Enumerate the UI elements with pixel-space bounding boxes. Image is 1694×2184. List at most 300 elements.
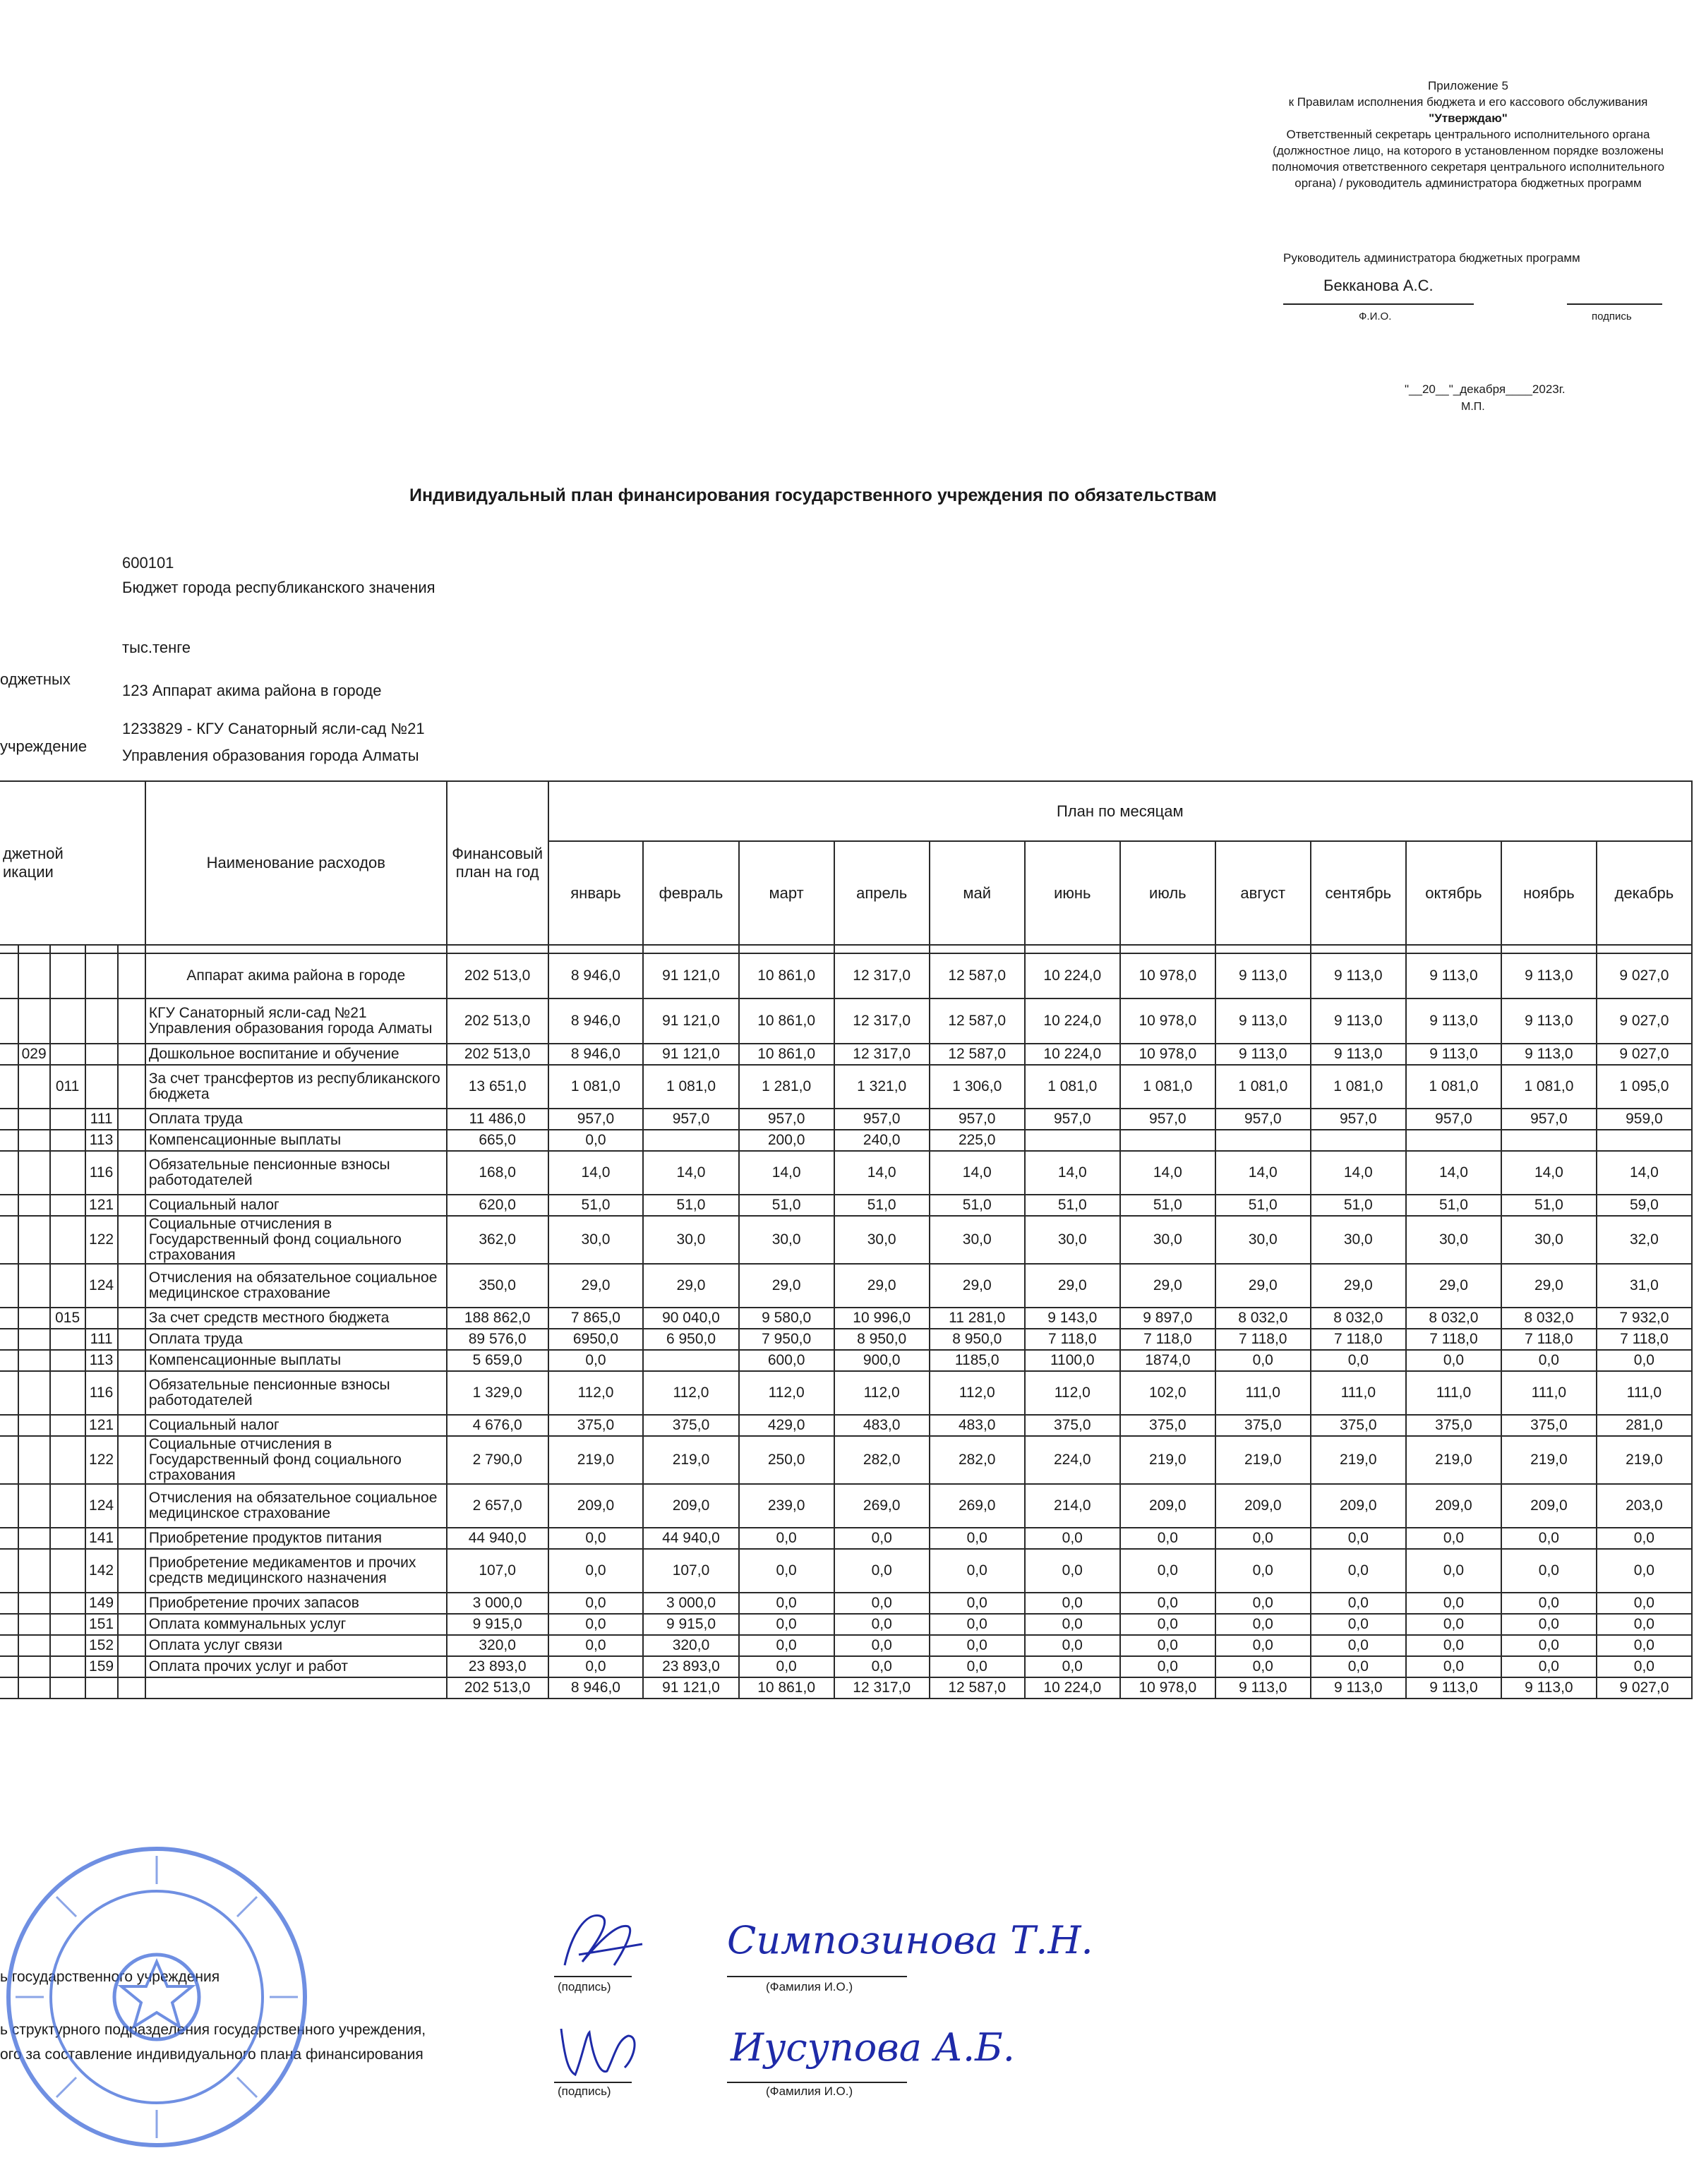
month-value: 30,0 — [643, 1216, 738, 1264]
month-value: 90 040,0 — [643, 1308, 738, 1329]
annual-plan: 362,0 — [447, 1216, 548, 1264]
code-cell-5 — [118, 1614, 145, 1635]
month-value: 7 865,0 — [548, 1308, 644, 1329]
code-cell-2 — [18, 1109, 50, 1130]
expense-name: Социальный налог — [145, 1415, 447, 1436]
code-cell-2 — [18, 1350, 50, 1371]
spacer-cell — [739, 945, 834, 953]
code-cell-1 — [0, 1151, 18, 1195]
spacer-cell — [1215, 945, 1311, 953]
code-cell-4 — [85, 953, 118, 999]
expense-name: За счет трансфертов из республиканского бюджета — [145, 1065, 447, 1109]
code-cell-4: 124 — [85, 1264, 118, 1308]
month-value: 219,0 — [1215, 1436, 1311, 1484]
month-value: 14,0 — [1597, 1151, 1692, 1195]
month-value: 12 317,0 — [834, 999, 930, 1044]
month-header-8: август — [1215, 841, 1311, 945]
month-value: 111,0 — [1215, 1371, 1311, 1415]
month-value: 14,0 — [1215, 1151, 1311, 1195]
month-value: 957,0 — [643, 1109, 738, 1130]
total-month-value: 10 861,0 — [739, 1677, 834, 1699]
code-cell-2 — [18, 953, 50, 999]
code-cell-1 — [0, 1264, 18, 1308]
code-cell-5 — [118, 1195, 145, 1216]
month-value: 9 580,0 — [739, 1308, 834, 1329]
month-value: 14,0 — [834, 1151, 930, 1195]
month-value: 9 113,0 — [1406, 999, 1501, 1044]
month-value: 8 032,0 — [1311, 1308, 1406, 1329]
table-row — [0, 1350, 1692, 1371]
code-cell-4 — [85, 1065, 118, 1109]
code-cell-2 — [18, 1151, 50, 1195]
code-cell-2 — [18, 999, 50, 1044]
spacer-cell — [447, 945, 548, 953]
month-value: 9 113,0 — [1311, 999, 1406, 1044]
month-value: 111,0 — [1597, 1371, 1692, 1415]
month-value: 0,0 — [1120, 1549, 1215, 1593]
month-value: 0,0 — [1025, 1656, 1120, 1677]
month-value: 51,0 — [643, 1195, 738, 1216]
month-value: 0,0 — [1120, 1528, 1215, 1549]
month-value — [1597, 1130, 1692, 1151]
total-blank-cell — [118, 1677, 145, 1699]
table-row — [0, 1195, 1692, 1216]
handwritten-name: Симпозинова Т.Н. — [727, 1918, 1093, 1962]
month-value: 8 032,0 — [1215, 1308, 1311, 1329]
annual-plan: 168,0 — [447, 1151, 548, 1195]
month-value: 0,0 — [739, 1528, 834, 1549]
code-cell-2 — [18, 1415, 50, 1436]
table-row — [0, 1329, 1692, 1350]
institution-label: учреждение — [0, 737, 88, 755]
code-cell-3 — [50, 1195, 85, 1216]
code-cell-5 — [118, 1308, 145, 1329]
head-label: Руководитель администратора бюджетных программ — [1283, 251, 1580, 265]
month-value: 429,0 — [739, 1415, 834, 1436]
code-cell-5 — [118, 1151, 145, 1195]
code-cell-1 — [0, 1065, 18, 1109]
budget-code: 600101 — [122, 554, 174, 572]
month-value: 0,0 — [1215, 1614, 1311, 1635]
month-value: 1 081,0 — [1215, 1065, 1311, 1109]
month-value: 0,0 — [1311, 1635, 1406, 1656]
annual-plan: 620,0 — [447, 1195, 548, 1216]
month-value: 29,0 — [1215, 1264, 1311, 1308]
code-cell-3 — [50, 999, 85, 1044]
month-value: 0,0 — [739, 1656, 834, 1677]
month-value: 111,0 — [1501, 1371, 1597, 1415]
month-value: 8 032,0 — [1501, 1308, 1597, 1329]
code-cell-1 — [0, 1216, 18, 1264]
month-value: 8 950,0 — [834, 1329, 930, 1350]
spacer-cell — [548, 945, 644, 953]
month-value: 0,0 — [1025, 1528, 1120, 1549]
month-value: 0,0 — [834, 1549, 930, 1593]
spacer-cell — [1406, 945, 1501, 953]
month-value: 0,0 — [1311, 1593, 1406, 1614]
month-value: 282,0 — [930, 1436, 1025, 1484]
month-value: 3 000,0 — [643, 1593, 738, 1614]
annual-plan: 9 915,0 — [447, 1614, 548, 1635]
code-cell-3 — [50, 1593, 85, 1614]
month-value: 14,0 — [930, 1151, 1025, 1195]
month-value: 29,0 — [548, 1264, 644, 1308]
spacer-cell — [1501, 945, 1597, 953]
month-value: 30,0 — [930, 1216, 1025, 1264]
month-value — [643, 1130, 738, 1151]
month-value: 0,0 — [1501, 1656, 1597, 1677]
month-value: 1 081,0 — [1025, 1065, 1120, 1109]
expense-name: Приобретение продуктов питания — [145, 1528, 447, 1549]
table-row — [0, 1109, 1692, 1130]
code-cell-2 — [18, 1484, 50, 1528]
expense-name: Приобретение прочих запасов — [145, 1593, 447, 1614]
code-cell-1 — [0, 1549, 18, 1593]
month-value: 0,0 — [1501, 1614, 1597, 1635]
month-value: 107,0 — [643, 1549, 738, 1593]
annual-plan: 5 659,0 — [447, 1350, 548, 1371]
month-value: 209,0 — [548, 1484, 644, 1528]
table-row — [0, 1656, 1692, 1677]
table-row — [0, 1614, 1692, 1635]
annual-plan: 3 000,0 — [447, 1593, 548, 1614]
month-value: 0,0 — [1025, 1549, 1120, 1593]
struct-signature-label-2: ого за составление индивидуального плана финансирования — [0, 2046, 424, 2063]
month-value: 0,0 — [1215, 1656, 1311, 1677]
spacer-cell — [85, 945, 118, 953]
code-cell-5 — [118, 1436, 145, 1484]
code-cell-3 — [50, 1044, 85, 1065]
month-value: 0,0 — [1215, 1635, 1311, 1656]
code-cell-3 — [50, 1350, 85, 1371]
code-cell-3 — [50, 1415, 85, 1436]
month-value: 0,0 — [1501, 1549, 1597, 1593]
total-month-value: 9 027,0 — [1597, 1677, 1692, 1699]
month-value: 9 897,0 — [1120, 1308, 1215, 1329]
month-value: 59,0 — [1597, 1195, 1692, 1216]
code-cell-2 — [18, 1308, 50, 1329]
month-value: 0,0 — [834, 1656, 930, 1677]
code-cell-2 — [18, 1195, 50, 1216]
total-blank-cell — [85, 1677, 118, 1699]
month-value: 8 032,0 — [1406, 1308, 1501, 1329]
fio-caption: (Фамилия И.О.) — [766, 2085, 853, 2098]
month-value: 1 081,0 — [1311, 1065, 1406, 1109]
month-value: 51,0 — [1120, 1195, 1215, 1216]
code-cell-3: 015 — [50, 1308, 85, 1329]
annual-plan: 107,0 — [447, 1549, 548, 1593]
table-row — [0, 1065, 1692, 1109]
code-cell-1 — [0, 1593, 18, 1614]
month-value: 31,0 — [1597, 1264, 1692, 1308]
code-cell-4: 149 — [85, 1593, 118, 1614]
code-cell-5 — [118, 1415, 145, 1436]
code-cell-4: 111 — [85, 1109, 118, 1130]
month-header-5: май — [930, 841, 1025, 945]
month-value: 219,0 — [1501, 1436, 1597, 1484]
month-value: 29,0 — [1120, 1264, 1215, 1308]
month-value: 320,0 — [643, 1635, 738, 1656]
month-value: 112,0 — [834, 1371, 930, 1415]
month-value: 0,0 — [739, 1635, 834, 1656]
code-cell-5 — [118, 1044, 145, 1065]
month-value: 9 915,0 — [643, 1614, 738, 1635]
month-value: 14,0 — [1406, 1151, 1501, 1195]
code-cell-1 — [0, 1528, 18, 1549]
month-value: 483,0 — [834, 1415, 930, 1436]
code-cell-1 — [0, 1436, 18, 1484]
spacer-cell — [0, 945, 18, 953]
month-value: 0,0 — [1025, 1593, 1120, 1614]
month-value: 9 027,0 — [1597, 1044, 1692, 1065]
month-value: 269,0 — [930, 1484, 1025, 1528]
month-value: 0,0 — [1025, 1635, 1120, 1656]
month-value: 7 118,0 — [1215, 1329, 1311, 1350]
annual-plan: 202 513,0 — [447, 999, 548, 1044]
month-value: 957,0 — [1501, 1109, 1597, 1130]
annual-plan: 350,0 — [447, 1264, 548, 1308]
code-cell-5 — [118, 1329, 145, 1350]
month-value: 6 950,0 — [643, 1329, 738, 1350]
code-cell-5 — [118, 1216, 145, 1264]
expense-name: Обязательные пенсионные взносы работодателей — [145, 1371, 447, 1415]
annual-plan: 11 486,0 — [447, 1109, 548, 1130]
month-value: 0,0 — [548, 1528, 644, 1549]
month-value: 51,0 — [1406, 1195, 1501, 1216]
code-cell-1 — [0, 1044, 18, 1065]
struct-sign-line — [554, 2082, 632, 2083]
code-cell-1 — [0, 1614, 18, 1635]
table-row — [0, 999, 1692, 1044]
code-cell-1 — [0, 999, 18, 1044]
month-value: 375,0 — [1215, 1415, 1311, 1436]
month-value: 8 946,0 — [548, 1044, 644, 1065]
head-sign-line — [554, 1976, 632, 1977]
code-cell-4: 124 — [85, 1484, 118, 1528]
month-header-6: июнь — [1025, 841, 1120, 945]
month-header-7: июль — [1120, 841, 1215, 945]
annual-plan: 1 329,0 — [447, 1371, 548, 1415]
month-value: 0,0 — [1597, 1350, 1692, 1371]
month-value: 12 587,0 — [930, 1044, 1025, 1065]
month-value: 900,0 — [834, 1350, 930, 1371]
position-line: органа) / руководитель администратора бюджетных программ — [1294, 176, 1642, 190]
month-value: 112,0 — [1025, 1371, 1120, 1415]
month-value: 957,0 — [1406, 1109, 1501, 1130]
sign-caption: (подпись) — [558, 1980, 611, 1993]
code-cell-4: 113 — [85, 1350, 118, 1371]
head-fio-line — [727, 1976, 907, 1977]
signature-scribble-1 — [551, 1905, 649, 1976]
total-month-value: 9 113,0 — [1501, 1677, 1597, 1699]
code-cell-2 — [18, 1593, 50, 1614]
month-value: 91 121,0 — [643, 999, 738, 1044]
month-value: 0,0 — [834, 1614, 930, 1635]
spacer-cell — [930, 945, 1025, 953]
month-value: 29,0 — [930, 1264, 1025, 1308]
month-value: 0,0 — [1120, 1656, 1215, 1677]
spacer-cell — [145, 945, 447, 953]
month-value: 0,0 — [930, 1593, 1025, 1614]
month-value: 0,0 — [1406, 1614, 1501, 1635]
month-value: 0,0 — [834, 1593, 930, 1614]
month-value: 600,0 — [739, 1350, 834, 1371]
code-cell-4 — [85, 1308, 118, 1329]
code-cell-5 — [118, 1264, 145, 1308]
code-cell-1 — [0, 1109, 18, 1130]
month-value: 375,0 — [548, 1415, 644, 1436]
approval-block — [1270, 78, 1666, 191]
admin-label: оджетных — [0, 670, 71, 688]
code-cell-2 — [18, 1614, 50, 1635]
month-value: 0,0 — [1501, 1593, 1597, 1614]
month-value: 224,0 — [1025, 1436, 1120, 1484]
total-plan: 202 513,0 — [447, 1677, 548, 1699]
month-value: 8 946,0 — [548, 999, 644, 1044]
rules-label: к Правилам исполнения бюджета и его кассового обслуживания — [1288, 95, 1648, 109]
code-cell-4 — [85, 1044, 118, 1065]
month-value: 12 587,0 — [930, 999, 1025, 1044]
spacer-cell — [1597, 945, 1692, 953]
month-value: 7 118,0 — [1406, 1329, 1501, 1350]
expense-name: Компенсационные выплаты — [145, 1350, 447, 1371]
annual-plan: 188 862,0 — [447, 1308, 548, 1329]
month-value: 9 113,0 — [1311, 1044, 1406, 1065]
approve-label: "Утверждаю" — [1429, 111, 1508, 125]
total-blank-cell — [0, 1677, 18, 1699]
month-value: 219,0 — [1120, 1436, 1215, 1484]
month-value: 0,0 — [548, 1656, 644, 1677]
month-value: 1874,0 — [1120, 1350, 1215, 1371]
mp-label: М.П. — [1461, 401, 1485, 413]
units: тыс.тенге — [122, 639, 191, 656]
month-value: 0,0 — [1311, 1549, 1406, 1593]
month-value: 29,0 — [1025, 1264, 1120, 1308]
month-value: 375,0 — [643, 1415, 738, 1436]
months-header: План по месяцам — [548, 781, 1692, 841]
month-value: 9 113,0 — [1311, 953, 1406, 999]
month-value: 0,0 — [548, 1130, 644, 1151]
month-value: 0,0 — [1406, 1528, 1501, 1549]
month-value: 209,0 — [1311, 1484, 1406, 1528]
month-value: 269,0 — [834, 1484, 930, 1528]
month-value: 219,0 — [1311, 1436, 1406, 1484]
table-row — [0, 1415, 1692, 1436]
month-value: 9 027,0 — [1597, 999, 1692, 1044]
month-value: 30,0 — [739, 1216, 834, 1264]
month-value: 0,0 — [1406, 1656, 1501, 1677]
month-value: 0,0 — [548, 1350, 644, 1371]
month-value: 0,0 — [1215, 1549, 1311, 1593]
month-value: 12 317,0 — [834, 1044, 930, 1065]
month-value — [1406, 1130, 1501, 1151]
month-value: 214,0 — [1025, 1484, 1120, 1528]
month-value: 0,0 — [1406, 1635, 1501, 1656]
total-month-value: 10 224,0 — [1025, 1677, 1120, 1699]
struct-fio-line — [727, 2082, 907, 2083]
month-value: 957,0 — [1025, 1109, 1120, 1130]
month-value — [1311, 1130, 1406, 1151]
code-cell-1 — [0, 953, 18, 999]
expense-name: Аппарат акима района в городе — [145, 953, 447, 999]
month-value: 1 081,0 — [1501, 1065, 1597, 1109]
month-value: 239,0 — [739, 1484, 834, 1528]
month-value — [1120, 1130, 1215, 1151]
month-value: 30,0 — [1501, 1216, 1597, 1264]
official-stamp — [1, 1842, 312, 2152]
table-row — [0, 1264, 1692, 1308]
month-value: 6950,0 — [548, 1329, 644, 1350]
month-value: 957,0 — [1215, 1109, 1311, 1130]
month-header-1: январь — [548, 841, 644, 945]
month-value: 0,0 — [1215, 1528, 1311, 1549]
code-cell-2 — [18, 1656, 50, 1677]
table-row — [0, 1549, 1692, 1593]
month-value: 0,0 — [930, 1549, 1025, 1593]
month-value: 0,0 — [1120, 1593, 1215, 1614]
position-line: полномочия ответственного секретаря центрального исполнительного — [1271, 160, 1665, 174]
month-value: 7 118,0 — [1311, 1329, 1406, 1350]
spacer-row — [0, 945, 1692, 953]
month-value: 375,0 — [1311, 1415, 1406, 1436]
code-cell-4: 121 — [85, 1415, 118, 1436]
month-value: 12 317,0 — [834, 953, 930, 999]
code-cell-3: 011 — [50, 1065, 85, 1109]
code-cell-4 — [85, 999, 118, 1044]
code-cell-4: 116 — [85, 1151, 118, 1195]
month-value: 29,0 — [643, 1264, 738, 1308]
month-value: 1 306,0 — [930, 1065, 1025, 1109]
month-value: 0,0 — [1311, 1350, 1406, 1371]
month-value: 9 027,0 — [1597, 953, 1692, 999]
month-value: 0,0 — [1215, 1350, 1311, 1371]
month-value: 7 118,0 — [1025, 1329, 1120, 1350]
annual-plan: 320,0 — [447, 1635, 548, 1656]
month-value: 9 113,0 — [1501, 1044, 1597, 1065]
month-value: 9 113,0 — [1215, 1044, 1311, 1065]
month-value: 9 113,0 — [1215, 953, 1311, 999]
expense-name: Дошкольное воспитание и обучение — [145, 1044, 447, 1065]
month-value: 23 893,0 — [643, 1656, 738, 1677]
code-cell-1 — [0, 1195, 18, 1216]
month-value: 8 946,0 — [548, 953, 644, 999]
code-cell-2 — [18, 1549, 50, 1593]
head-name: Бекканова А.С. — [1323, 277, 1434, 294]
month-value: 375,0 — [1406, 1415, 1501, 1436]
table-row — [0, 1130, 1692, 1151]
month-value: 11 281,0 — [930, 1308, 1025, 1329]
struct-signature-label: ь структурного подразделения государственного учреждения, — [0, 2022, 426, 2038]
sign-caption: (подпись) — [558, 2085, 611, 2098]
month-value: 7 118,0 — [1501, 1329, 1597, 1350]
month-value: 14,0 — [548, 1151, 644, 1195]
code-cell-1 — [0, 1308, 18, 1329]
month-value: 29,0 — [1406, 1264, 1501, 1308]
code-cell-1 — [0, 1371, 18, 1415]
month-header-3: март — [739, 841, 834, 945]
month-value: 0,0 — [930, 1528, 1025, 1549]
approval-date: "__20__"_декабря____2023г. — [1405, 382, 1566, 396]
month-value: 1 321,0 — [834, 1065, 930, 1109]
month-value: 30,0 — [834, 1216, 930, 1264]
code-cell-4: 142 — [85, 1549, 118, 1593]
code-cell-3 — [50, 1549, 85, 1593]
code-cell-4: 113 — [85, 1130, 118, 1151]
signature-scribble-2 — [551, 2015, 649, 2082]
month-value: 91 121,0 — [643, 1044, 738, 1065]
expense-name: Отчисления на обязательное социальное медицинское страхование — [145, 1264, 447, 1308]
appendix-label: Приложение 5 — [1428, 79, 1508, 92]
